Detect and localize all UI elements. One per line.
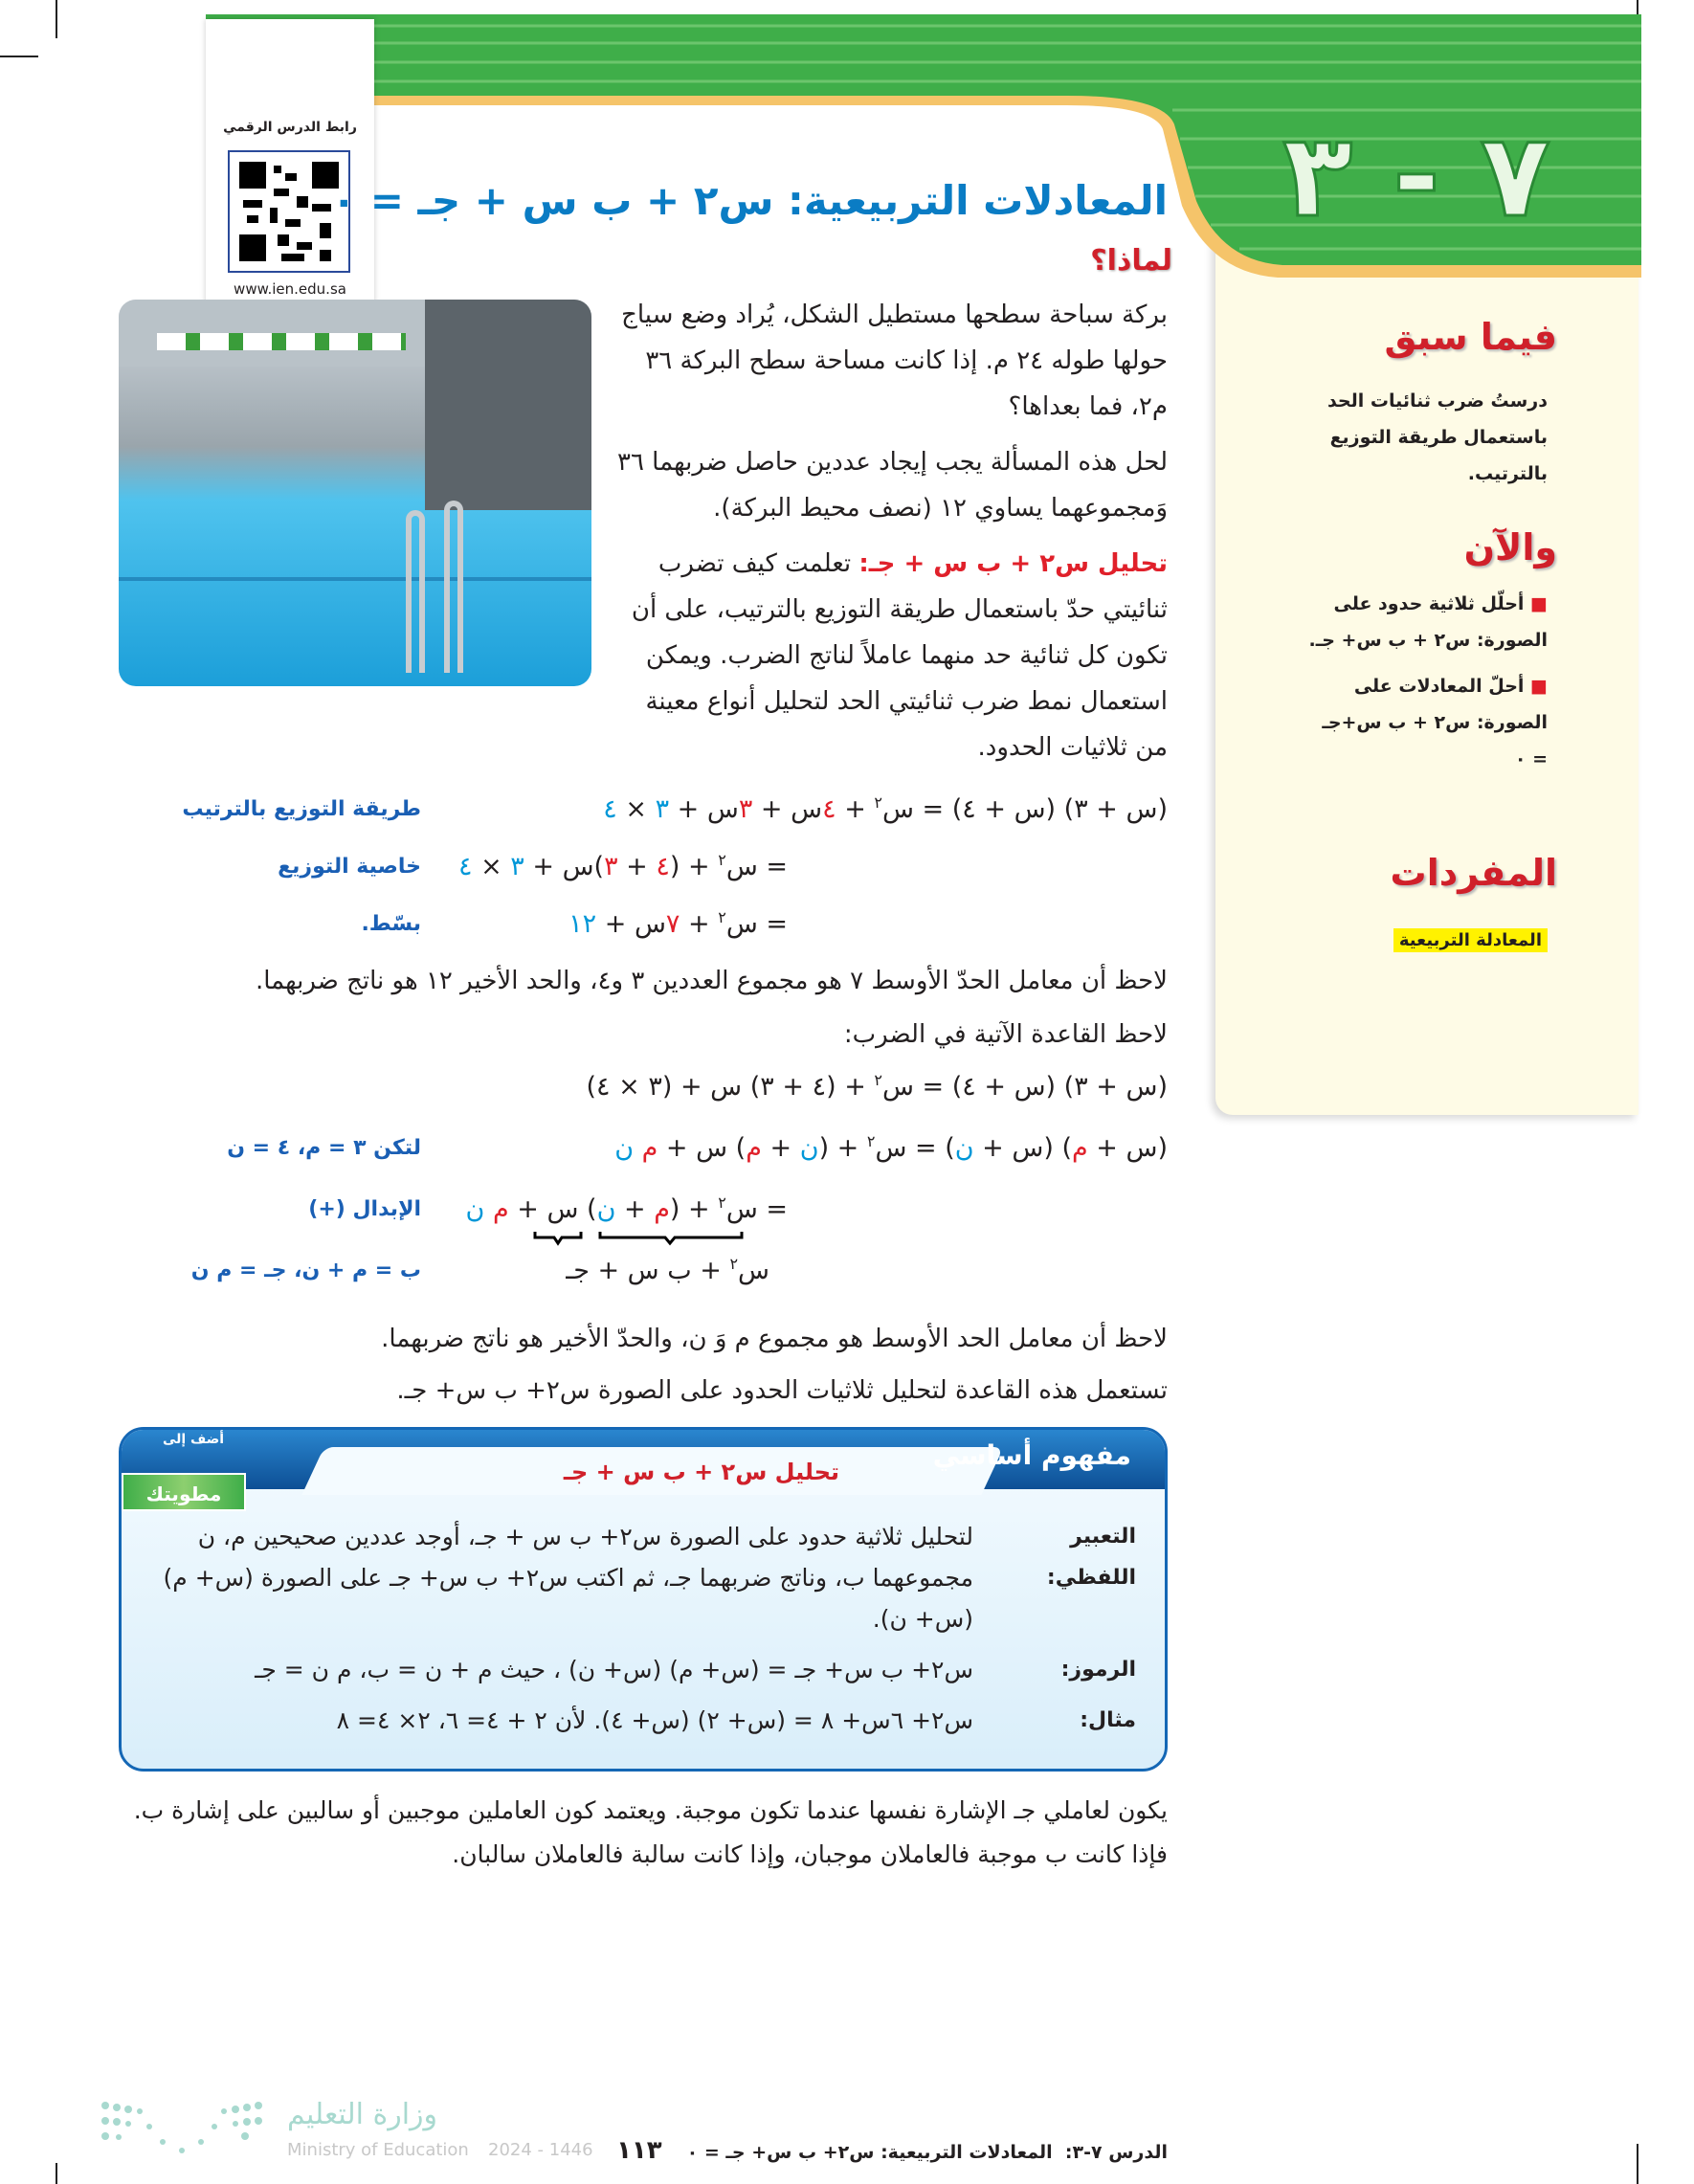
equation-term: × xyxy=(472,852,511,881)
equation-term: م xyxy=(746,1133,762,1163)
equation-term: )س + xyxy=(524,852,605,881)
why-heading: لماذا؟ xyxy=(1090,244,1172,278)
equation-term: ن xyxy=(954,1133,974,1163)
kc-text: س٢+ ب س+ جـ = (س+ م) (س+ ن) ، حيث م + ن = ب، م ن = جـ xyxy=(255,1656,973,1683)
equation-term: ٢ xyxy=(718,1193,726,1212)
equation-note: خاصية التوزيع xyxy=(278,855,421,879)
equation-term: + xyxy=(615,1194,655,1224)
equation-term: + xyxy=(761,1133,800,1163)
equation-term: + ( xyxy=(818,1133,867,1163)
foldable-label: أضف إلى xyxy=(162,1432,225,1447)
crop-mark xyxy=(56,2163,57,2184)
equation-term: ن xyxy=(614,1133,635,1163)
crop-mark xyxy=(1637,2144,1638,2184)
now-heading: والآن xyxy=(1463,526,1557,568)
equation-term: ن xyxy=(465,1194,485,1224)
foldable-button[interactable]: مطويتك xyxy=(122,1473,246,1511)
equation-term: = س xyxy=(725,909,788,939)
crop-mark xyxy=(0,56,38,57)
equation-term: (س + ٣) (س + ٤) = س xyxy=(882,794,1168,824)
equation-term: + ( xyxy=(669,852,719,881)
equation-term: م xyxy=(654,1194,670,1224)
equation-term: + xyxy=(617,852,657,881)
equation-note: لتكن ٣ = م، ٤ = ن xyxy=(227,1136,421,1160)
equation xyxy=(566,1255,769,1285)
equation xyxy=(586,1071,1168,1102)
kc-label: مثال: xyxy=(1080,1708,1136,1732)
kc-label: الرموز: xyxy=(1060,1658,1136,1682)
note-middle-term: لاحظ أن معامل الحدّ الأوسط ٧ هو مجموع العددين ٣ و٤، والحد الأخير ١٢ هو ناتج ضربهما. xyxy=(255,967,1168,995)
equation-term: ٢ xyxy=(729,1255,739,1273)
equation-term: + xyxy=(836,794,875,824)
intro-paragraph: لحل هذه المسألة يجب إيجاد عددين حاصل ضربهما ٣٦ وَمجموعهما يساوي ١٢ (نصف محيط البركة). xyxy=(616,448,1168,523)
key-concept-badge: مفهوم أساسي xyxy=(932,1439,1131,1471)
equation-term: = س xyxy=(725,852,788,881)
now-item: ■ أحلّ المعادلات على الصورة: س٢ + ب س+جـ = ٠ xyxy=(1322,676,1548,769)
lesson-banner xyxy=(206,14,1641,278)
equation-term: + xyxy=(680,909,719,939)
prev-text: درستُ ضرب ثنائيات الحد باستعمال طريقة التوزيع بالترتيب. xyxy=(1326,390,1548,484)
note-sum-product: لاحظ أن معامل الحد الأوسط هو مجموع م وَ ن، والحدّ الأخير هو ناتج ضربهما. xyxy=(381,1325,1168,1353)
kc-label: التعبير اللفظي: xyxy=(1046,1525,1136,1590)
equation xyxy=(603,793,1168,824)
equation-term: ٤ xyxy=(656,852,670,881)
equation-term: (س + ٣) (س + ٤) = س xyxy=(882,1072,1168,1102)
equation-term: ٧ xyxy=(665,909,680,939)
equation-term: × xyxy=(616,794,656,824)
equation-note: ب = م + ن، جـ = م ن xyxy=(190,1259,421,1282)
equation-note: بسّط. xyxy=(361,912,421,936)
ministry-logo-icon xyxy=(96,2098,268,2155)
equation-term: ٣ xyxy=(738,794,753,824)
equation-note: طريقة التوزيع بالترتيب xyxy=(182,797,421,821)
equation-term: ) س + xyxy=(658,1133,747,1163)
equation xyxy=(466,1193,788,1224)
equation-term: ٤ xyxy=(457,852,473,881)
equation-term: م xyxy=(641,1133,658,1163)
key-concept-title: تحليل س٢ + ب س + جـ xyxy=(563,1459,839,1485)
equation-note: الإبدال (+) xyxy=(308,1197,421,1221)
factor-paragraph: تحليل س٢ + ب س + جـ: تعلمت كيف تضرب ثنائيتي حدّ باستعمال طريقة التوزيع بالترتيب، على أن تكون كل ثنائية حد منهما عاملاً لناتج الضرب. ويمكن استعمال نمط ضرب ثنائيتي الحد لتحليل أنواع معينة من ثلاثيات الحدود. xyxy=(631,549,1168,762)
equation-term: ن xyxy=(596,1194,616,1224)
vocab-heading: المفردات xyxy=(1390,852,1557,894)
equation xyxy=(458,851,788,881)
now-item: ■ أحلّل ثلاثية حدود على الصورة: س٢ + ب س+ جـ. xyxy=(1308,593,1548,651)
equation-term: ٣ xyxy=(510,852,524,881)
equation-term: س + xyxy=(669,794,739,824)
equation-term: ٢ xyxy=(718,851,726,869)
ministry-name-ar: وزارة التعليم xyxy=(287,2098,438,2131)
equation-term xyxy=(484,1194,493,1224)
equation-term: ٢ xyxy=(874,793,882,812)
ministry-name-en: Ministry of Education xyxy=(287,2140,469,2160)
closing-paragraph: يكون لعاملي جـ الإشارة نفسها عندما تكون موجبة. ويعتمد كون العاملين موجبين أو سالبين على إشارة ب. فإذا كانت ب موجبة فالعاملان موجبان، وإذا كانت سالبة فالعاملان سالبان. xyxy=(133,1796,1168,1868)
equation-term: ١٢ xyxy=(568,909,597,939)
vocab-term[interactable]: المعادلة التربيعية xyxy=(1393,928,1548,952)
page-title: المعادلات التربيعية: س٢ + ب س + جـ = ٠ xyxy=(331,177,1168,224)
footer-lesson: الدرس ٧-٣: المعادلات التربيعية: س٢+ ب س+ جـ = ٠ xyxy=(686,2142,1168,2163)
equation xyxy=(568,908,788,939)
intro-paragraph: بركة سباحة سطحها مستطيل الشكل، يُراد وضع سياج حولها طوله ٢٤ م. إذا كانت مساحة سطح البركة ٣٦ م٢، فما بعداها؟ xyxy=(621,301,1168,421)
equation-term: م xyxy=(492,1194,509,1224)
equation-term: ٤ xyxy=(822,794,836,824)
qr-panel xyxy=(206,19,374,311)
equation-term: + (٤ + ٣) س + (٣ × ٤) xyxy=(586,1072,875,1102)
equation-term xyxy=(634,1133,642,1163)
equation-term: س + xyxy=(752,794,823,824)
ministry-year: 2024 - 1446 xyxy=(488,2140,593,2160)
equation-term: م xyxy=(1072,1133,1088,1163)
kc-text: لتحليل ثلاثية حدود على الصورة س٢+ ب س + جـ، أوجد عددين صحيحين م، ن مجموعهما ب، وناتج ضربهما جـ، ثم اكتب س٢+ ب س+ جـ على الصورة (س+ م) (س+ ن). xyxy=(163,1523,973,1633)
equation-term: + ( xyxy=(669,1194,719,1224)
equation-term: (س + xyxy=(1087,1133,1168,1163)
equation-term: = س xyxy=(725,1194,788,1224)
page-number: ١١٣ xyxy=(616,2136,662,2165)
equation-term: ٢ xyxy=(718,908,726,926)
kc-text: س٢+ ٦س+ ٨ = (س+ ٢) (س+ ٤). لأن ٢ + ٤= ٦، ٢× ٤= ٨ xyxy=(336,1706,973,1734)
note-use-rule: تستعمل هذه القاعدة لتحليل ثلاثيات الحدود على الصورة س٢+ ب س+ جـ. xyxy=(396,1376,1168,1405)
qr-label: رابط الدرس الرقمي xyxy=(223,120,357,135)
lesson-number: ٧ - ٣ xyxy=(1282,110,1550,243)
crop-mark xyxy=(56,0,57,38)
equation-term: ٣ xyxy=(604,852,618,881)
equation-term: + ب س + جـ xyxy=(566,1256,730,1285)
equation-term: ن xyxy=(799,1133,819,1163)
equation-term: ) = س xyxy=(875,1133,955,1163)
equation-term: ) س + xyxy=(508,1194,597,1224)
sidebar xyxy=(1215,144,1638,1115)
pool-photo xyxy=(119,300,591,686)
equation-term: ٣ xyxy=(655,794,670,824)
equation-term: ٢ xyxy=(874,1071,882,1089)
equation-term: س + xyxy=(596,909,666,939)
key-concept-box xyxy=(119,1427,1168,1772)
note-rule: لاحظ القاعدة الآتية في الضرب: xyxy=(843,1020,1168,1049)
equation-term: ٢ xyxy=(866,1132,876,1150)
prev-heading: فيما سبق xyxy=(1384,316,1557,358)
qr-url[interactable]: www.ien.edu.sa xyxy=(234,280,346,298)
equation-term: س xyxy=(738,1256,769,1285)
equation-term: ٤ xyxy=(603,794,617,824)
equation xyxy=(614,1132,1168,1163)
equation-term: ) (س + xyxy=(973,1133,1072,1163)
